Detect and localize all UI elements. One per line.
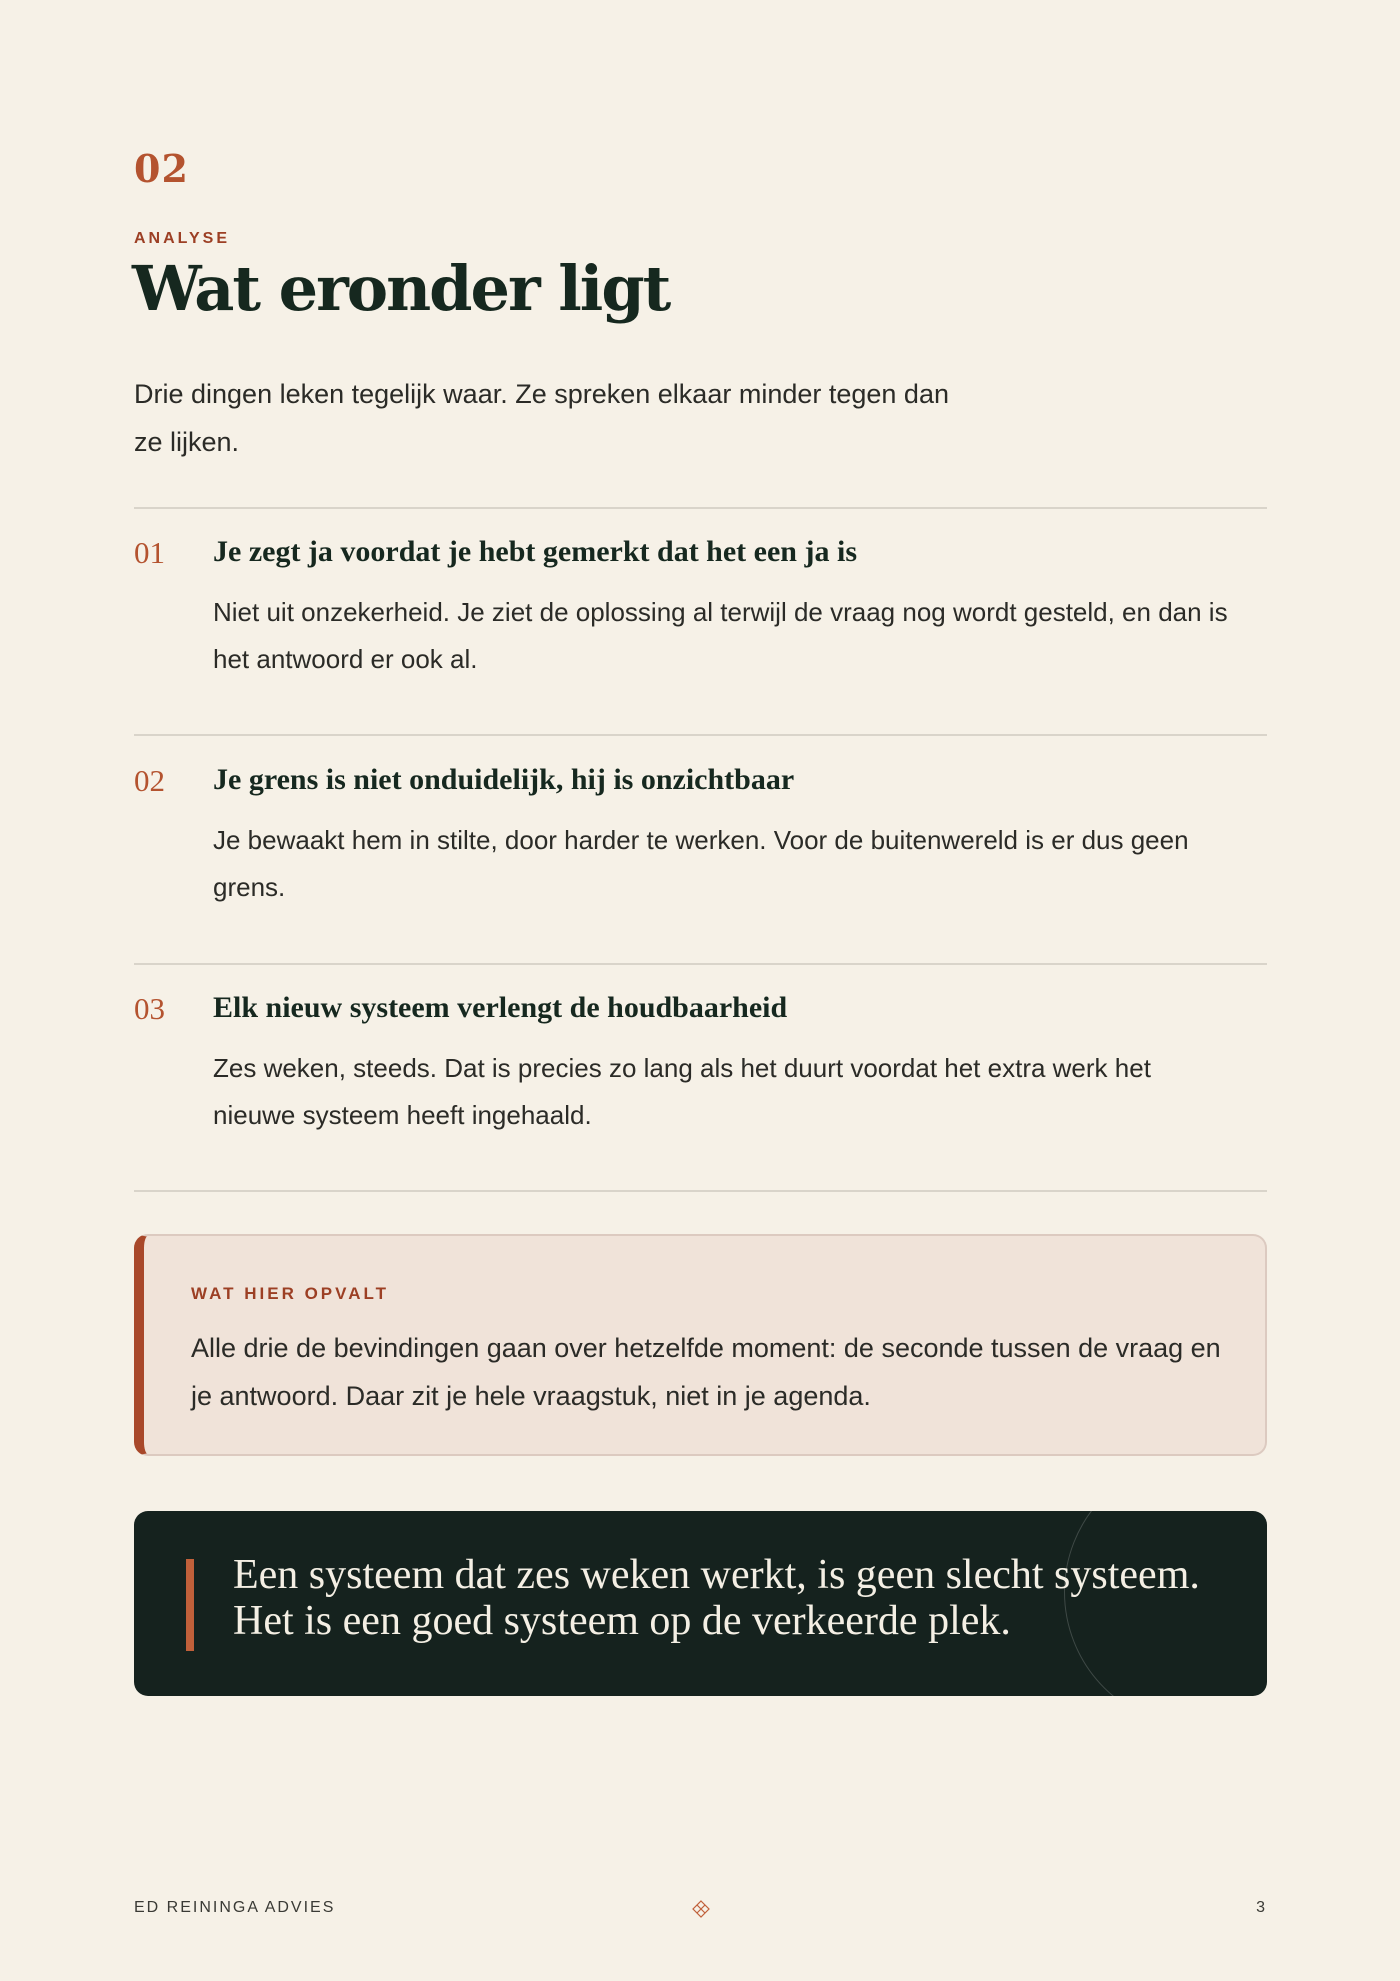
callout-text: Alle drie de bevindingen gaan over hetzelfde moment: de seconde tussen de vraag en je antwoord. Daar zit je hele vraagstuk, niet in je agenda. [191,1333,1221,1411]
callout-label: WAT HIER OPVALT [191,1284,389,1303]
footer-brand: ED REININGA ADVIES [134,1899,336,1916]
page-number: 3 [1256,1899,1265,1916]
finding-title: Je zegt ja voordat je hebt gemerkt dat het een ja is [213,535,857,568]
finding-body: Je bewaakt hem in stilte, door harder te werken. Voor de buitenwereld is er dus geen grens. [213,825,1189,902]
finding-number: 03 [134,991,165,1026]
divider [134,963,1267,965]
finding-number: 02 [134,763,165,798]
finding-body: Niet uit onzekerheid. Je ziet de oplossing al terwijl de vraag nog wordt gesteld, en dan is het antwoord er ook al. [213,597,1228,674]
intro-paragraph: Drie dingen leken tegelijk waar. Ze spreken elkaar minder tegen dan ze lijken. [134,379,949,457]
section-number: 02 [134,146,189,191]
ornament-diamond-icon [690,1898,712,1920]
section-kicker: ANALYSE [134,230,230,247]
insight-callout [134,1234,1267,1456]
divider [134,734,1267,736]
finding-number: 01 [134,535,165,570]
divider [134,1190,1267,1192]
pull-quote [134,1511,1267,1696]
finding-body: Zes weken, steeds. Dat is precies zo lang als het duurt voordat het extra werk het nieuwe systeem heeft ingehaald. [213,1053,1151,1130]
page-title: Wat eronder ligt [132,252,670,325]
finding-title: Je grens is niet onduidelijk, hij is onzichtbaar [213,763,795,796]
quote-text: Een systeem dat zes weken werkt, is geen slecht systeem. Het is een goed systeem op de verkeerde plek. [233,1552,1200,1644]
divider [134,507,1267,509]
quote-accent-bar [186,1559,194,1651]
finding-title: Elk nieuw systeem verlengt de houdbaarheid [213,991,788,1024]
